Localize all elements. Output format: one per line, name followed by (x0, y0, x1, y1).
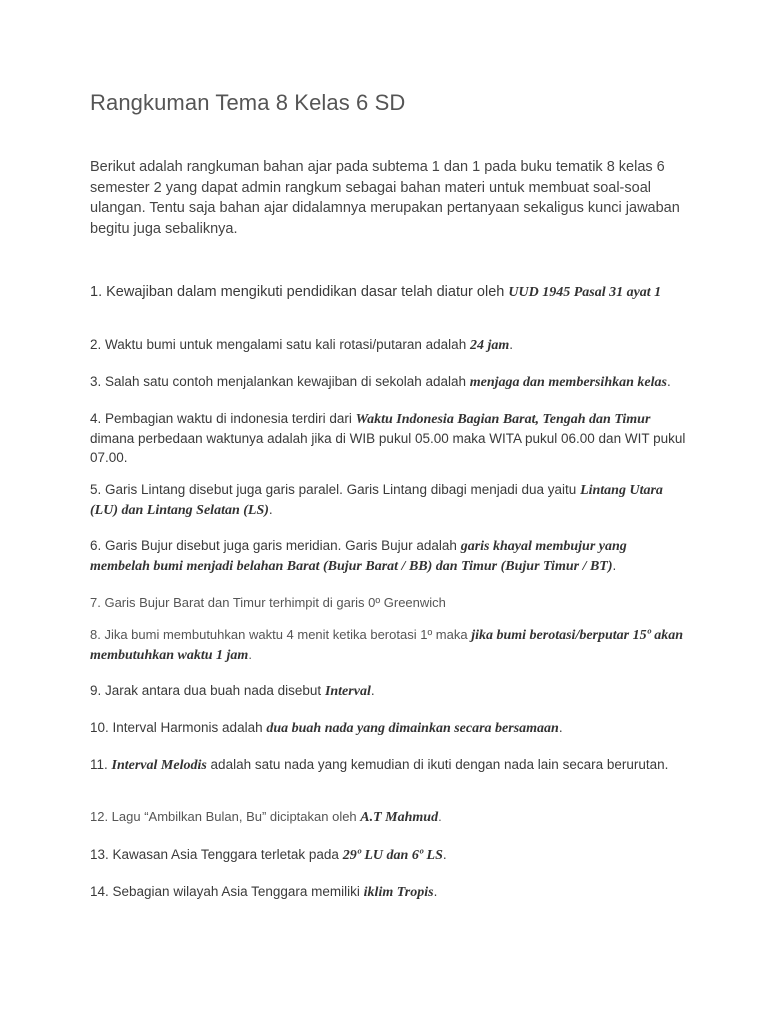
list-item-13: 13. Kawasan Asia Tenggara terletak pada 29º LU dan 6º LS. (90, 847, 447, 863)
intro-paragraph: Berikut adalah rangkuman bahan ajar pada subtema 1 dan 1 pada buku tematik 8 kelas 6 semester 2 yang dapat admin rangkum sebagai bahan materi untuk membuat soal-soal ulangan. Tentu saja bahan ajar didalamnya merupakan pertanyaan sekaligus kunci jawaban begitu juga sebaliknya. (90, 159, 680, 237)
list-item-14: 14. Sebagian wilayah Asia Tenggara memiliki iklim Tropis. (90, 884, 438, 900)
page-title: Rangkuman Tema 8 Kelas 6 SD (90, 90, 406, 115)
list-item-1: 1. Kewajiban dalam mengikuti pendidikan dasar telah diatur oleh UUD 1945 Pasal 31 ayat 1 (90, 284, 662, 300)
list-item-2: 2. Waktu bumi untuk mengalami satu kali rotasi/putaran adalah 24 jam. (90, 337, 513, 353)
list-item-6: 6. Garis Bujur disebut juga garis meridian. Garis Bujur adalah garis khayal membujur yang membelah bumi menjadi belahan Barat (Bujur Barat / BB) dan Timur (Bujur Timur / BT). (90, 538, 627, 574)
list-item-12: 12. Lagu “Ambilkan Bulan, Bu” diciptakan oleh A.T Mahmud. (90, 809, 442, 825)
list-item-3: 3. Salah satu contoh menjalankan kewajiban di sekolah adalah menjaga dan membersihkan kelas. (90, 374, 671, 390)
list-item-9: 9. Jarak antara dua buah nada disebut Interval. (90, 683, 375, 699)
list-item-10: 10. Interval Harmonis adalah dua buah nada yang dimainkan secara bersamaan. (90, 720, 563, 736)
list-item-4: 4. Pembagian waktu di indonesia terdiri dari Waktu Indonesia Bagian Barat, Tengah dan Timur dimana perbedaan waktunya adalah jika di WIB pukul 05.00 maka WITA pukul 06.00 dan WIT pukul 07.00. (90, 411, 686, 465)
list-item-8: 8. Jika bumi membutuhkan waktu 4 menit ketika berotasi 1º maka jika bumi berotasi/berputar 15º akan membutuhkan waktu 1 jam. (90, 627, 684, 663)
list-item-11: 11. Interval Melodis adalah satu nada yang kemudian di ikuti dengan nada lain secara berurutan. (90, 757, 669, 773)
list-item-5: 5. Garis Lintang disebut juga garis paralel. Garis Lintang dibagi menjadi dua yaitu Lintang Utara (LU) dan Lintang Selatan (LS). (90, 482, 663, 518)
list-item-7: 7. Garis Bujur Barat dan Timur terhimpit di garis 0º Greenwich (90, 595, 446, 610)
